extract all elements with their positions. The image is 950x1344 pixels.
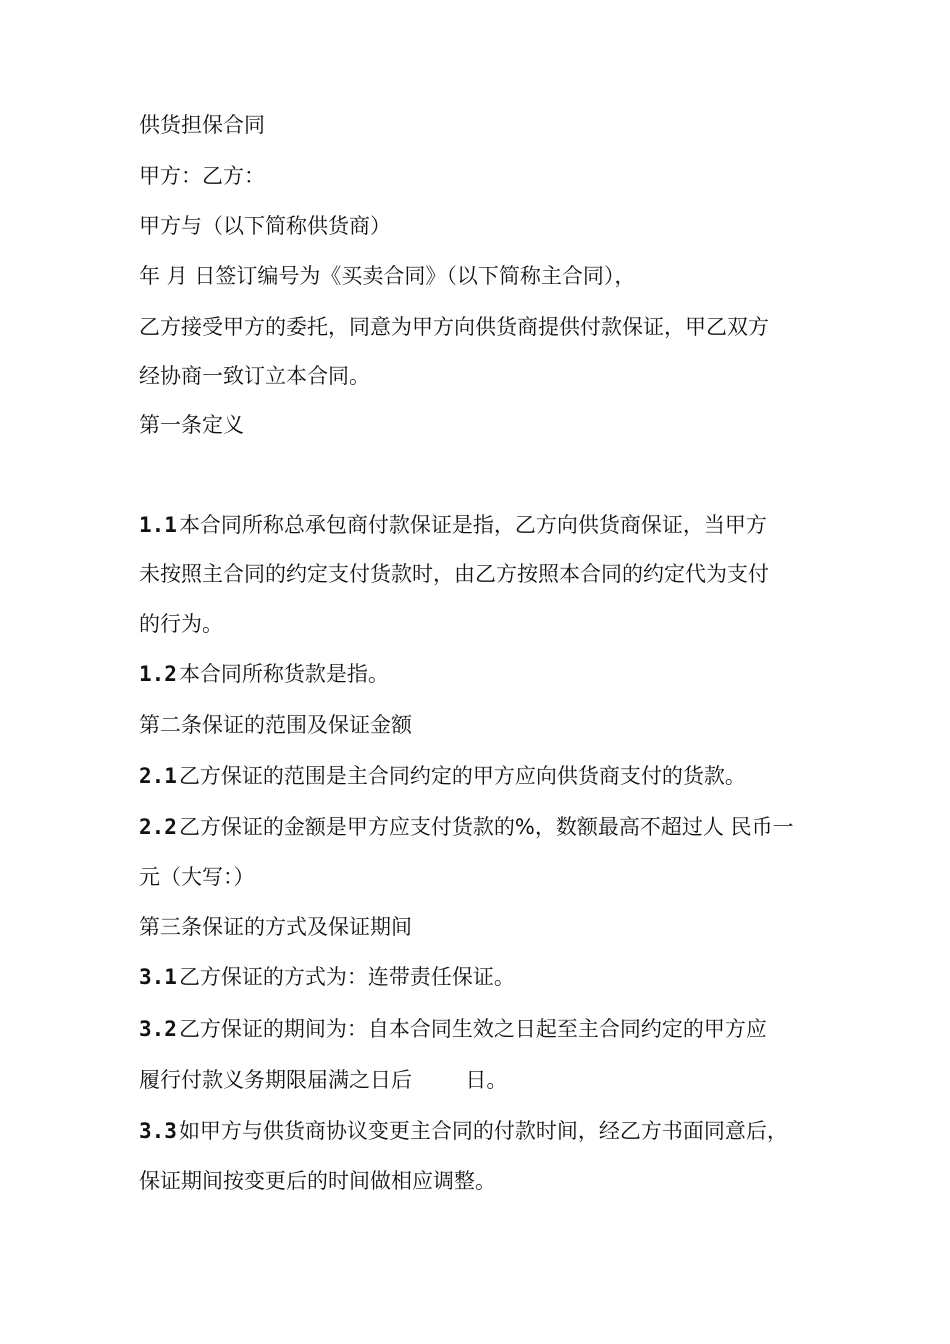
clause-number: 1.2 — [139, 662, 177, 686]
clause-number: 2.2 — [139, 815, 177, 839]
article-2-heading: 第二条保证的范围及保证金额 — [139, 713, 412, 737]
clause-text: 本合同所称货款是指。 — [178, 662, 389, 686]
clause-number: 3.1 — [139, 965, 177, 989]
clause-2-1 — [139, 764, 746, 789]
intro-line-2: 年 月 日签订编号为《买卖合同》（以下简称主合同）， — [139, 264, 636, 288]
article-1-heading: 第一条定义 — [139, 413, 244, 437]
intro-line-3a: 乙方接受甲方的委托，同意为甲方向供货商提供付款保证，甲乙双方 — [139, 315, 769, 339]
clause-text: 乙方保证的金额是甲方应支付货款的%，数额最高不超过人 民币一 — [178, 815, 794, 839]
clause-1-2 — [139, 662, 389, 687]
clause-number: 3.3 — [139, 1119, 177, 1143]
clause-1-1-line-b: 未按照主合同的约定支付货款时，由乙方按照本合同的约定代为支付 — [139, 562, 769, 586]
article-3-heading: 第三条保证的方式及保证期间 — [139, 915, 412, 939]
clause-text: 乙方保证的范围是主合同约定的甲方应向供货商支付的货款。 — [178, 764, 746, 788]
clause-2-2-line-b: 元（大写：） — [139, 865, 255, 889]
clause-text: 乙方保证的方式为：连带责任保证。 — [178, 965, 515, 989]
contract-title: 供货担保合同 — [139, 113, 265, 137]
intro-line-3b: 经协商一致订立本合同。 — [139, 364, 370, 388]
intro-line-1: 甲方与（以下简称供货商） — [139, 214, 391, 238]
clause-3-2-line-b: 履行付款义务期限届满之日后 日。 — [139, 1068, 508, 1092]
clause-3-3-line-a — [139, 1119, 788, 1144]
clause-text: 乙方保证的期间为：自本合同生效之日起至主合同约定的甲方应 — [178, 1017, 767, 1041]
clause-number: 2.1 — [139, 764, 177, 788]
clause-2-2-line-a — [139, 815, 794, 840]
clause-1-1-line-c: 的行为。 — [139, 612, 223, 636]
clause-number: 1.1 — [139, 513, 177, 537]
clause-3-2-line-a — [139, 1017, 767, 1042]
clause-text: 本合同所称总承包商付款保证是指，乙方向供货商保证，当甲方 — [178, 513, 767, 537]
clause-number: 3.2 — [139, 1017, 177, 1041]
parties-line: 甲方：乙方： — [139, 164, 265, 188]
clause-3-3-line-b: 保证期间按变更后的时间做相应调整。 — [139, 1169, 496, 1193]
clause-1-1-line-a — [139, 513, 767, 538]
clause-text: 如甲方与供货商协议变更主合同的付款时间，经乙方书面同意后， — [178, 1119, 788, 1143]
clause-3-1 — [139, 965, 515, 990]
